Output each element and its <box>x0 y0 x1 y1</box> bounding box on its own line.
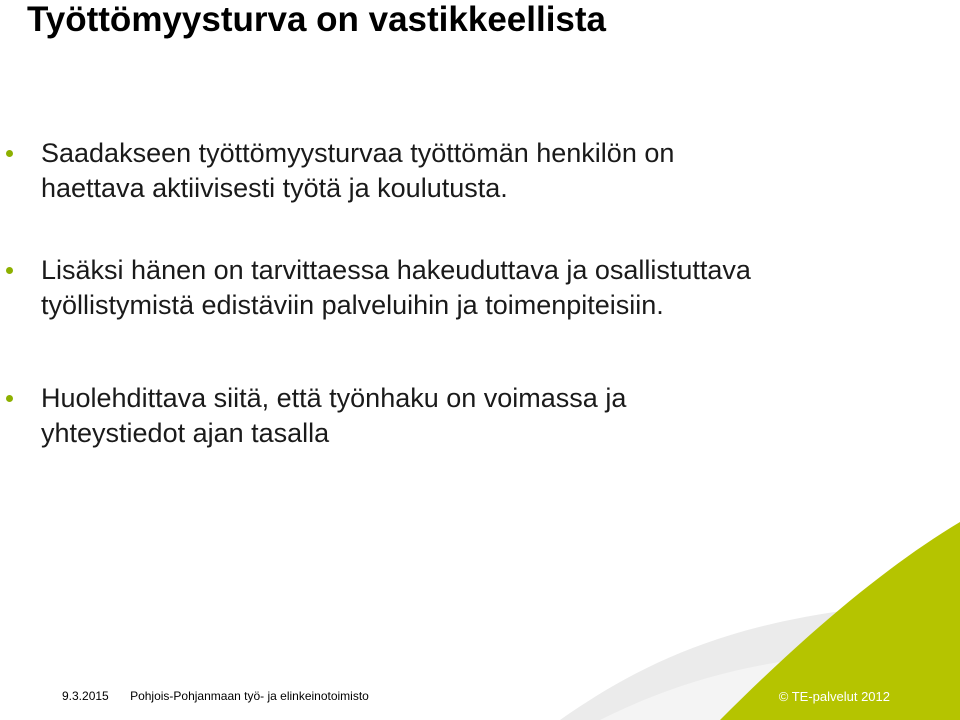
bullet-dot-icon <box>6 150 13 157</box>
bullet-line: Huolehdittava siitä, että työnhaku on voimassa ja <box>41 383 627 413</box>
bullet-line: haettava aktiivisesti työtä ja koulutusta. <box>41 173 508 203</box>
footer-info <box>62 688 369 704</box>
bullet-line: yhteystiedot ajan tasalla <box>41 418 330 448</box>
slide-title: Työttömyysturva on vastikkeellista <box>27 0 607 39</box>
bullet-line: Saadakseen työttömyysturvaa työttömän henkilön on <box>41 138 675 168</box>
bullet-line: Lisäksi hänen on tarvittaessa hakeuduttava ja osallistuttava <box>41 255 751 285</box>
footer-organization: Pohjois-Pohjanmaan työ- ja elinkeinotoimisto <box>130 689 369 703</box>
bullet-item <box>41 381 921 451</box>
footer-date: 9.3.2015 <box>62 689 109 703</box>
bullet-item <box>41 253 921 323</box>
footer-copyright: © TE-palvelut 2012 <box>778 689 890 704</box>
bullet-line: työllistymistä edistäviin palveluihin ja toimenpiteisiin. <box>41 290 664 320</box>
bullet-dot-icon <box>6 395 13 402</box>
bullet-item <box>41 136 921 206</box>
bullet-dot-icon <box>6 267 13 274</box>
